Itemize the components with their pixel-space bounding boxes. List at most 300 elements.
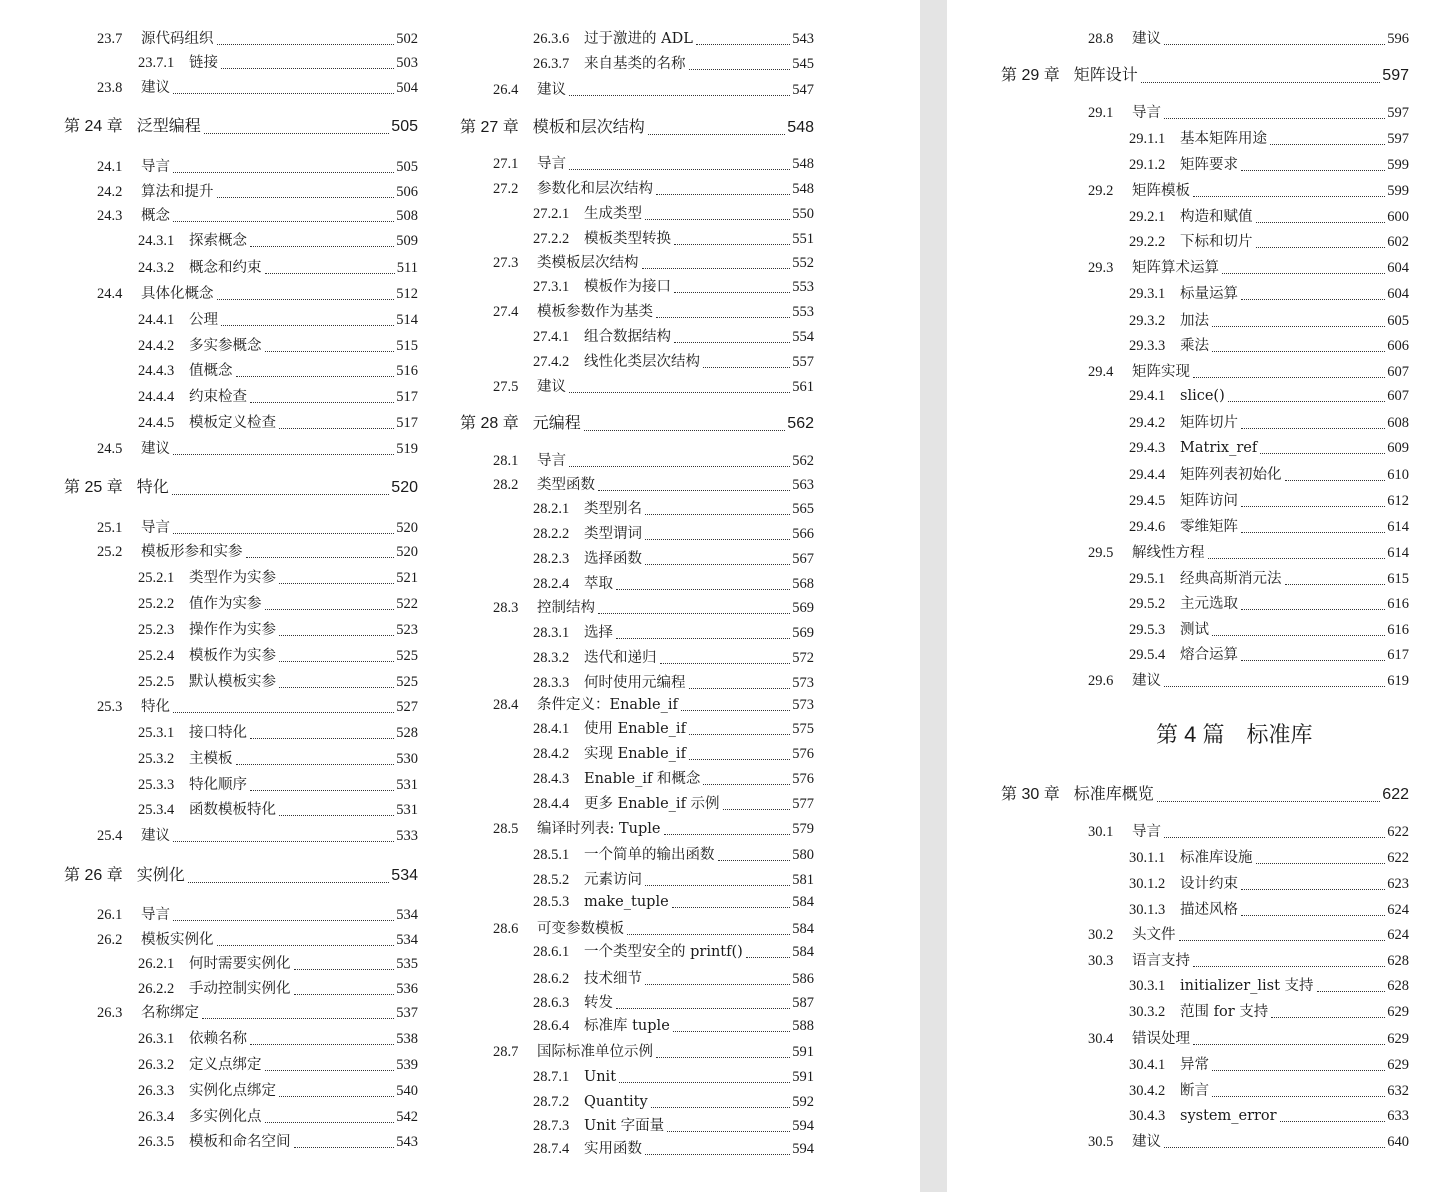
section-title: 矩阵要求 [1180, 157, 1238, 173]
page-number: 606 [1387, 338, 1409, 354]
section-title: 值概念 [189, 363, 233, 379]
dot-leader [1241, 299, 1385, 300]
section-title: 语言支持 [1132, 953, 1190, 969]
section-number: 29.4.1 [1129, 388, 1166, 404]
dot-leader [660, 663, 791, 664]
toc-entry[interactable] [1129, 285, 1409, 303]
section-title: 国际标准单位示例 [537, 1044, 653, 1060]
toc-entry[interactable] [138, 1082, 418, 1100]
section-number: 26.3.4 [138, 1109, 175, 1125]
dot-leader [1208, 558, 1386, 559]
section-number: 第 26 章 [64, 867, 123, 884]
dot-leader [1193, 966, 1385, 967]
page-number: 563 [792, 477, 814, 493]
dot-leader [173, 712, 394, 713]
page-number: 543 [396, 1134, 418, 1150]
section-number: 28.6 [493, 921, 519, 937]
page-number: 523 [396, 622, 418, 638]
page-number: 633 [1387, 1108, 1409, 1124]
toc-entry[interactable] [533, 55, 814, 73]
section-number: 24.4.5 [138, 415, 175, 431]
page-number: 509 [396, 233, 418, 249]
page-number: 592 [792, 1094, 814, 1110]
section-number: 24.1 [97, 159, 123, 175]
section-number: 27.4.1 [533, 329, 570, 345]
toc-entry[interactable] [1129, 492, 1409, 510]
toc-entry[interactable] [1129, 1082, 1409, 1100]
section-title: 标量运算 [1180, 286, 1238, 302]
toc-entry[interactable] [533, 893, 814, 911]
page-number: 600 [1387, 209, 1409, 225]
section-number: 25.2.5 [138, 674, 175, 690]
page-number: 511 [396, 260, 418, 276]
toc-entry[interactable] [138, 621, 418, 639]
toc-entry[interactable] [1129, 466, 1409, 484]
section-title: 建议 [141, 828, 170, 844]
page-number: 542 [396, 1109, 418, 1125]
toc-entry[interactable] [493, 696, 814, 714]
toc-entry[interactable] [97, 440, 418, 458]
toc-entry[interactable] [493, 1043, 814, 1061]
page-number: 538 [396, 1031, 418, 1047]
dot-leader [217, 945, 395, 946]
dot-leader [674, 292, 790, 293]
toc-entry[interactable] [493, 820, 814, 838]
page-number: 597 [1387, 105, 1409, 121]
section-title: 来自基类的名称 [584, 56, 686, 72]
dot-leader [1164, 686, 1385, 687]
dot-leader [279, 687, 394, 688]
section-number: 30.5 [1088, 1134, 1114, 1150]
toc-entry[interactable] [493, 254, 814, 272]
dot-leader [1256, 222, 1386, 223]
page-number: 562 [787, 415, 814, 432]
page-number: 575 [792, 721, 814, 737]
toc-entry[interactable] [533, 649, 814, 667]
toc-entry[interactable] [1129, 570, 1409, 588]
toc-entry[interactable] [1088, 1030, 1409, 1048]
dot-leader [265, 351, 395, 352]
dot-leader [173, 454, 394, 455]
toc-entry[interactable] [1129, 130, 1409, 148]
toc-entry[interactable] [1129, 156, 1409, 174]
toc-entry[interactable] [138, 955, 418, 973]
section-title: 模板参数作为基类 [537, 304, 653, 320]
dot-leader [221, 68, 394, 69]
section-number: 28.6.4 [533, 1018, 570, 1034]
toc-entry[interactable] [1088, 259, 1409, 277]
dot-leader [250, 790, 394, 791]
section-number: 第 25 章 [64, 479, 123, 496]
toc-entry[interactable] [1088, 1133, 1409, 1151]
toc-entry[interactable] [1129, 849, 1409, 867]
section-title: 函数模板特化 [189, 802, 276, 818]
section-number: 28.2.2 [533, 526, 570, 542]
page-number: 548 [787, 119, 814, 136]
toc-entry[interactable] [97, 827, 418, 845]
section-number: 28.1 [493, 453, 519, 469]
toc-entry[interactable] [138, 980, 418, 998]
toc-entry[interactable] [533, 1093, 814, 1111]
section-number: 28.4.3 [533, 771, 570, 787]
section-number: 25.3.2 [138, 751, 175, 767]
dot-leader [173, 533, 394, 534]
toc-entry[interactable] [1088, 544, 1409, 562]
section-number: 30.4.1 [1129, 1057, 1166, 1073]
page-number: 599 [1387, 183, 1409, 199]
section-number: 30.3.1 [1129, 978, 1166, 994]
dot-leader [1241, 889, 1385, 890]
section-title: 基本矩阵用途 [1180, 131, 1267, 147]
dot-leader [173, 172, 394, 173]
section-title: 矩阵算术运算 [1132, 260, 1219, 276]
page-number: 530 [396, 751, 418, 767]
section-title: 建议 [1132, 673, 1161, 689]
section-number: 26.4 [493, 82, 519, 98]
dot-leader [1256, 247, 1386, 248]
toc-entry[interactable] [1088, 823, 1409, 841]
page-number: 536 [396, 981, 418, 997]
toc-entry[interactable] [533, 525, 814, 543]
page-number: 566 [792, 526, 814, 542]
section-number: 28.3.2 [533, 650, 570, 666]
section-title: 错误处理 [1132, 1031, 1190, 1047]
toc-entry[interactable] [138, 750, 418, 768]
toc-entry[interactable] [138, 1133, 418, 1151]
dot-leader [598, 613, 790, 614]
toc-entry[interactable] [138, 673, 418, 691]
section-number: 30.1.2 [1129, 876, 1166, 892]
toc-chapter-entry[interactable] [64, 478, 418, 498]
toc-entry[interactable] [1088, 672, 1409, 690]
toc-entry[interactable] [1129, 595, 1409, 613]
toc-entry[interactable] [493, 378, 814, 396]
toc-entry[interactable] [1088, 363, 1409, 381]
toc-entry[interactable] [1129, 518, 1409, 536]
page-number: 629 [1387, 1031, 1409, 1047]
section-title: 断言 [1180, 1083, 1209, 1099]
page-number: 599 [1387, 157, 1409, 173]
toc-entry[interactable] [1129, 1107, 1409, 1125]
toc-entry[interactable] [493, 180, 814, 198]
toc-entry[interactable] [138, 595, 418, 613]
toc-entry[interactable] [1129, 621, 1409, 639]
section-title: 一个类型安全的 printf() [584, 944, 743, 960]
dot-leader [569, 95, 790, 96]
dot-leader [1285, 584, 1386, 585]
section-number: 23.8 [97, 80, 123, 96]
section-title: 默认模板实参 [189, 674, 276, 690]
toc-entry[interactable] [533, 1117, 814, 1135]
toc-entry[interactable] [533, 674, 814, 692]
toc-entry[interactable] [97, 285, 418, 303]
toc-entry[interactable] [533, 278, 814, 296]
page-number: 617 [1387, 647, 1409, 663]
toc-entry[interactable] [533, 846, 814, 864]
toc-entry[interactable] [533, 745, 814, 763]
toc-entry[interactable] [138, 1030, 418, 1048]
toc-entry[interactable] [97, 158, 418, 176]
toc-entry[interactable] [1088, 952, 1409, 970]
section-number: 30.1.3 [1129, 902, 1166, 918]
toc-entry[interactable] [1129, 312, 1409, 330]
toc-entry[interactable] [138, 311, 418, 329]
toc-entry[interactable] [533, 871, 814, 889]
toc-entry[interactable] [533, 353, 814, 371]
toc-entry[interactable] [533, 230, 814, 248]
section-number: 25.1 [97, 520, 123, 536]
toc-entry[interactable] [1129, 439, 1409, 457]
toc-entry[interactable] [1129, 208, 1409, 226]
section-title: 模板和层次结构 [532, 119, 645, 136]
toc-entry[interactable] [138, 1108, 418, 1126]
section-number: 25.4 [97, 828, 123, 844]
toc-entry[interactable] [533, 770, 814, 788]
dot-leader [569, 169, 790, 170]
toc-chapter-entry[interactable] [460, 118, 814, 138]
toc-entry[interactable] [97, 183, 418, 201]
toc-entry[interactable] [97, 207, 418, 225]
toc-entry[interactable] [1129, 1003, 1409, 1021]
page-number: 628 [1387, 978, 1409, 994]
section-number: 29.2.2 [1129, 234, 1166, 250]
dot-leader [1241, 428, 1385, 429]
section-title: 类型作为实参 [189, 570, 276, 586]
dot-leader [689, 688, 791, 689]
section-number: 28.4.1 [533, 721, 570, 737]
dot-leader [1164, 44, 1385, 45]
toc-entry[interactable] [97, 30, 418, 48]
section-number: 28.5.3 [533, 894, 570, 910]
section-number: 29.4.5 [1129, 493, 1166, 509]
toc-entry[interactable] [533, 720, 814, 738]
page-number: 531 [396, 777, 418, 793]
toc-entry[interactable] [533, 550, 814, 568]
section-title: 概念和约束 [189, 260, 262, 276]
section-number: 30.3.2 [1129, 1004, 1166, 1020]
dot-leader [1228, 401, 1386, 402]
page-number: 622 [1382, 786, 1409, 803]
toc-entry[interactable] [97, 906, 418, 924]
toc-entry[interactable] [138, 232, 418, 250]
toc-chapter-entry[interactable] [64, 866, 418, 886]
page-number: 503 [396, 55, 418, 71]
toc-entry[interactable] [1129, 901, 1409, 919]
toc-entry[interactable] [1129, 977, 1409, 995]
toc-chapter-entry[interactable] [460, 414, 814, 434]
section-number: 28.6.3 [533, 995, 570, 1011]
dot-leader [718, 860, 791, 861]
toc-chapter-entry[interactable] [1001, 66, 1409, 86]
toc-entry[interactable] [533, 500, 814, 518]
section-title: 解线性方程 [1132, 545, 1205, 561]
toc-entry[interactable] [1088, 182, 1409, 200]
section-number: 30.4.3 [1129, 1108, 1166, 1124]
toc-entry[interactable] [97, 931, 418, 949]
dot-leader [202, 1018, 394, 1019]
toc-entry[interactable] [533, 943, 814, 961]
page-number: 550 [792, 206, 814, 222]
section-title: Matrix_ref [1180, 440, 1258, 456]
toc-chapter-entry[interactable] [64, 117, 418, 137]
toc-entry[interactable] [1129, 233, 1409, 251]
toc-entry[interactable] [533, 970, 814, 988]
section-number: 29.5 [1088, 545, 1114, 561]
toc-entry[interactable] [533, 1140, 814, 1158]
dot-leader [221, 325, 394, 326]
page-number: 553 [792, 279, 814, 295]
section-title: 选择 [584, 625, 613, 641]
page-number: 640 [1387, 1134, 1409, 1150]
toc-entry[interactable] [533, 795, 814, 813]
section-title: 模板形参和实参 [141, 544, 243, 560]
dot-leader [217, 44, 395, 45]
section-number: 28.8 [1088, 31, 1114, 47]
dot-leader [645, 564, 790, 565]
toc-entry[interactable] [138, 569, 418, 587]
section-title: 导言 [141, 907, 170, 923]
page-number: 505 [391, 118, 418, 135]
page-number: 628 [1387, 953, 1409, 969]
toc-entry[interactable] [138, 54, 418, 72]
dot-leader [1212, 351, 1385, 352]
toc-entry[interactable] [493, 452, 814, 470]
dot-leader [664, 834, 791, 835]
toc-entry[interactable] [493, 155, 814, 173]
toc-entry[interactable] [533, 624, 814, 642]
toc-entry[interactable] [138, 259, 418, 277]
toc-entry[interactable] [138, 724, 418, 742]
section-title: 矩阵列表初始化 [1180, 467, 1282, 483]
dot-leader [656, 194, 790, 195]
dot-leader [569, 466, 790, 467]
toc-entry[interactable] [533, 994, 814, 1012]
section-title: 模板和命名空间 [189, 1134, 291, 1150]
section-number: 26.3.2 [138, 1057, 175, 1073]
toc-chapter-entry[interactable] [1001, 785, 1409, 805]
page-number: 632 [1387, 1083, 1409, 1099]
dot-leader [173, 841, 394, 842]
toc-entry[interactable] [533, 575, 814, 593]
page-number: 516 [396, 363, 418, 379]
toc-entry[interactable] [138, 1056, 418, 1074]
toc-entry[interactable] [97, 519, 418, 537]
section-title: Enable_if 和概念 [584, 771, 701, 787]
toc-entry[interactable] [138, 776, 418, 794]
page-number: 576 [792, 746, 814, 762]
toc-entry[interactable] [138, 362, 418, 380]
section-title: 使用 Enable_if [584, 721, 686, 737]
toc-entry[interactable] [1088, 104, 1409, 122]
section-title: 范围 for 支持 [1180, 1004, 1269, 1020]
toc-entry[interactable] [533, 1068, 814, 1086]
section-title: 矩阵模板 [1132, 183, 1190, 199]
dot-leader [1193, 377, 1385, 378]
dot-leader [656, 317, 790, 318]
toc-entry[interactable] [138, 414, 418, 432]
toc-entry[interactable] [1129, 337, 1409, 355]
dot-leader [667, 1131, 790, 1132]
dot-leader [265, 609, 395, 610]
section-number: 28.7 [493, 1044, 519, 1060]
toc-entry[interactable] [97, 543, 418, 561]
toc-entry[interactable] [1088, 926, 1409, 944]
toc-entry[interactable] [1129, 646, 1409, 664]
toc-entry[interactable] [533, 328, 814, 346]
section-number: 28.2.3 [533, 551, 570, 567]
toc-entry[interactable] [1129, 387, 1409, 405]
dot-leader [616, 1008, 790, 1009]
page-number: 616 [1387, 596, 1409, 612]
toc-entry[interactable] [493, 476, 814, 494]
dot-leader [648, 134, 786, 135]
section-number: 28.3 [493, 600, 519, 616]
section-number: 30.4 [1088, 1031, 1114, 1047]
toc-entry[interactable] [97, 698, 418, 716]
toc-entry[interactable] [138, 647, 418, 665]
toc-entry[interactable] [493, 303, 814, 321]
section-title: initializer_list 支持 [1180, 978, 1314, 994]
section-number: 26.3.3 [138, 1083, 175, 1099]
dot-leader [294, 969, 395, 970]
toc-entry[interactable] [138, 388, 418, 406]
page-number: 586 [792, 971, 814, 987]
toc-entry[interactable] [533, 205, 814, 223]
page-number: 615 [1387, 571, 1409, 587]
toc-entry[interactable] [1129, 414, 1409, 432]
section-number: 29.2 [1088, 183, 1114, 199]
toc-entry[interactable] [97, 79, 418, 97]
page-number: 527 [396, 699, 418, 715]
toc-entry[interactable] [493, 81, 814, 99]
toc-entry[interactable] [138, 337, 418, 355]
toc-entry[interactable] [1129, 875, 1409, 893]
section-title: 乘法 [1180, 338, 1209, 354]
page-number: 562 [792, 453, 814, 469]
section-title: 何时需要实例化 [189, 956, 291, 972]
toc-entry[interactable] [533, 1017, 814, 1035]
dot-leader [1241, 506, 1385, 507]
page-number: 517 [396, 389, 418, 405]
dot-leader [1212, 1096, 1385, 1097]
section-title: 建议 [537, 379, 566, 395]
toc-entry[interactable] [533, 30, 814, 48]
section-number: 29.4.6 [1129, 519, 1166, 535]
section-number: 28.6.1 [533, 944, 570, 960]
dot-leader [279, 661, 394, 662]
section-number: 29.4 [1088, 364, 1114, 380]
toc-entry[interactable] [138, 801, 418, 819]
section-number: 30.4.2 [1129, 1083, 1166, 1099]
page-number: 594 [792, 1118, 814, 1134]
toc-entry[interactable] [493, 599, 814, 617]
toc-entry[interactable] [1088, 30, 1409, 48]
section-title: 名称绑定 [141, 1005, 199, 1021]
section-number: 26.3.1 [138, 1031, 175, 1047]
page-number: 622 [1387, 850, 1409, 866]
page-number: 519 [396, 441, 418, 457]
dot-leader [246, 557, 395, 558]
page-number: 604 [1387, 260, 1409, 276]
section-number: 25.2.2 [138, 596, 175, 612]
section-title: 手动控制实例化 [189, 981, 291, 997]
toc-entry[interactable] [1129, 1056, 1409, 1074]
toc-entry[interactable] [493, 920, 814, 938]
section-number: 24.3.2 [138, 260, 175, 276]
section-number: 26.3.7 [533, 56, 570, 72]
section-title: 模板作为实参 [189, 648, 276, 664]
toc-entry[interactable] [97, 1004, 418, 1022]
